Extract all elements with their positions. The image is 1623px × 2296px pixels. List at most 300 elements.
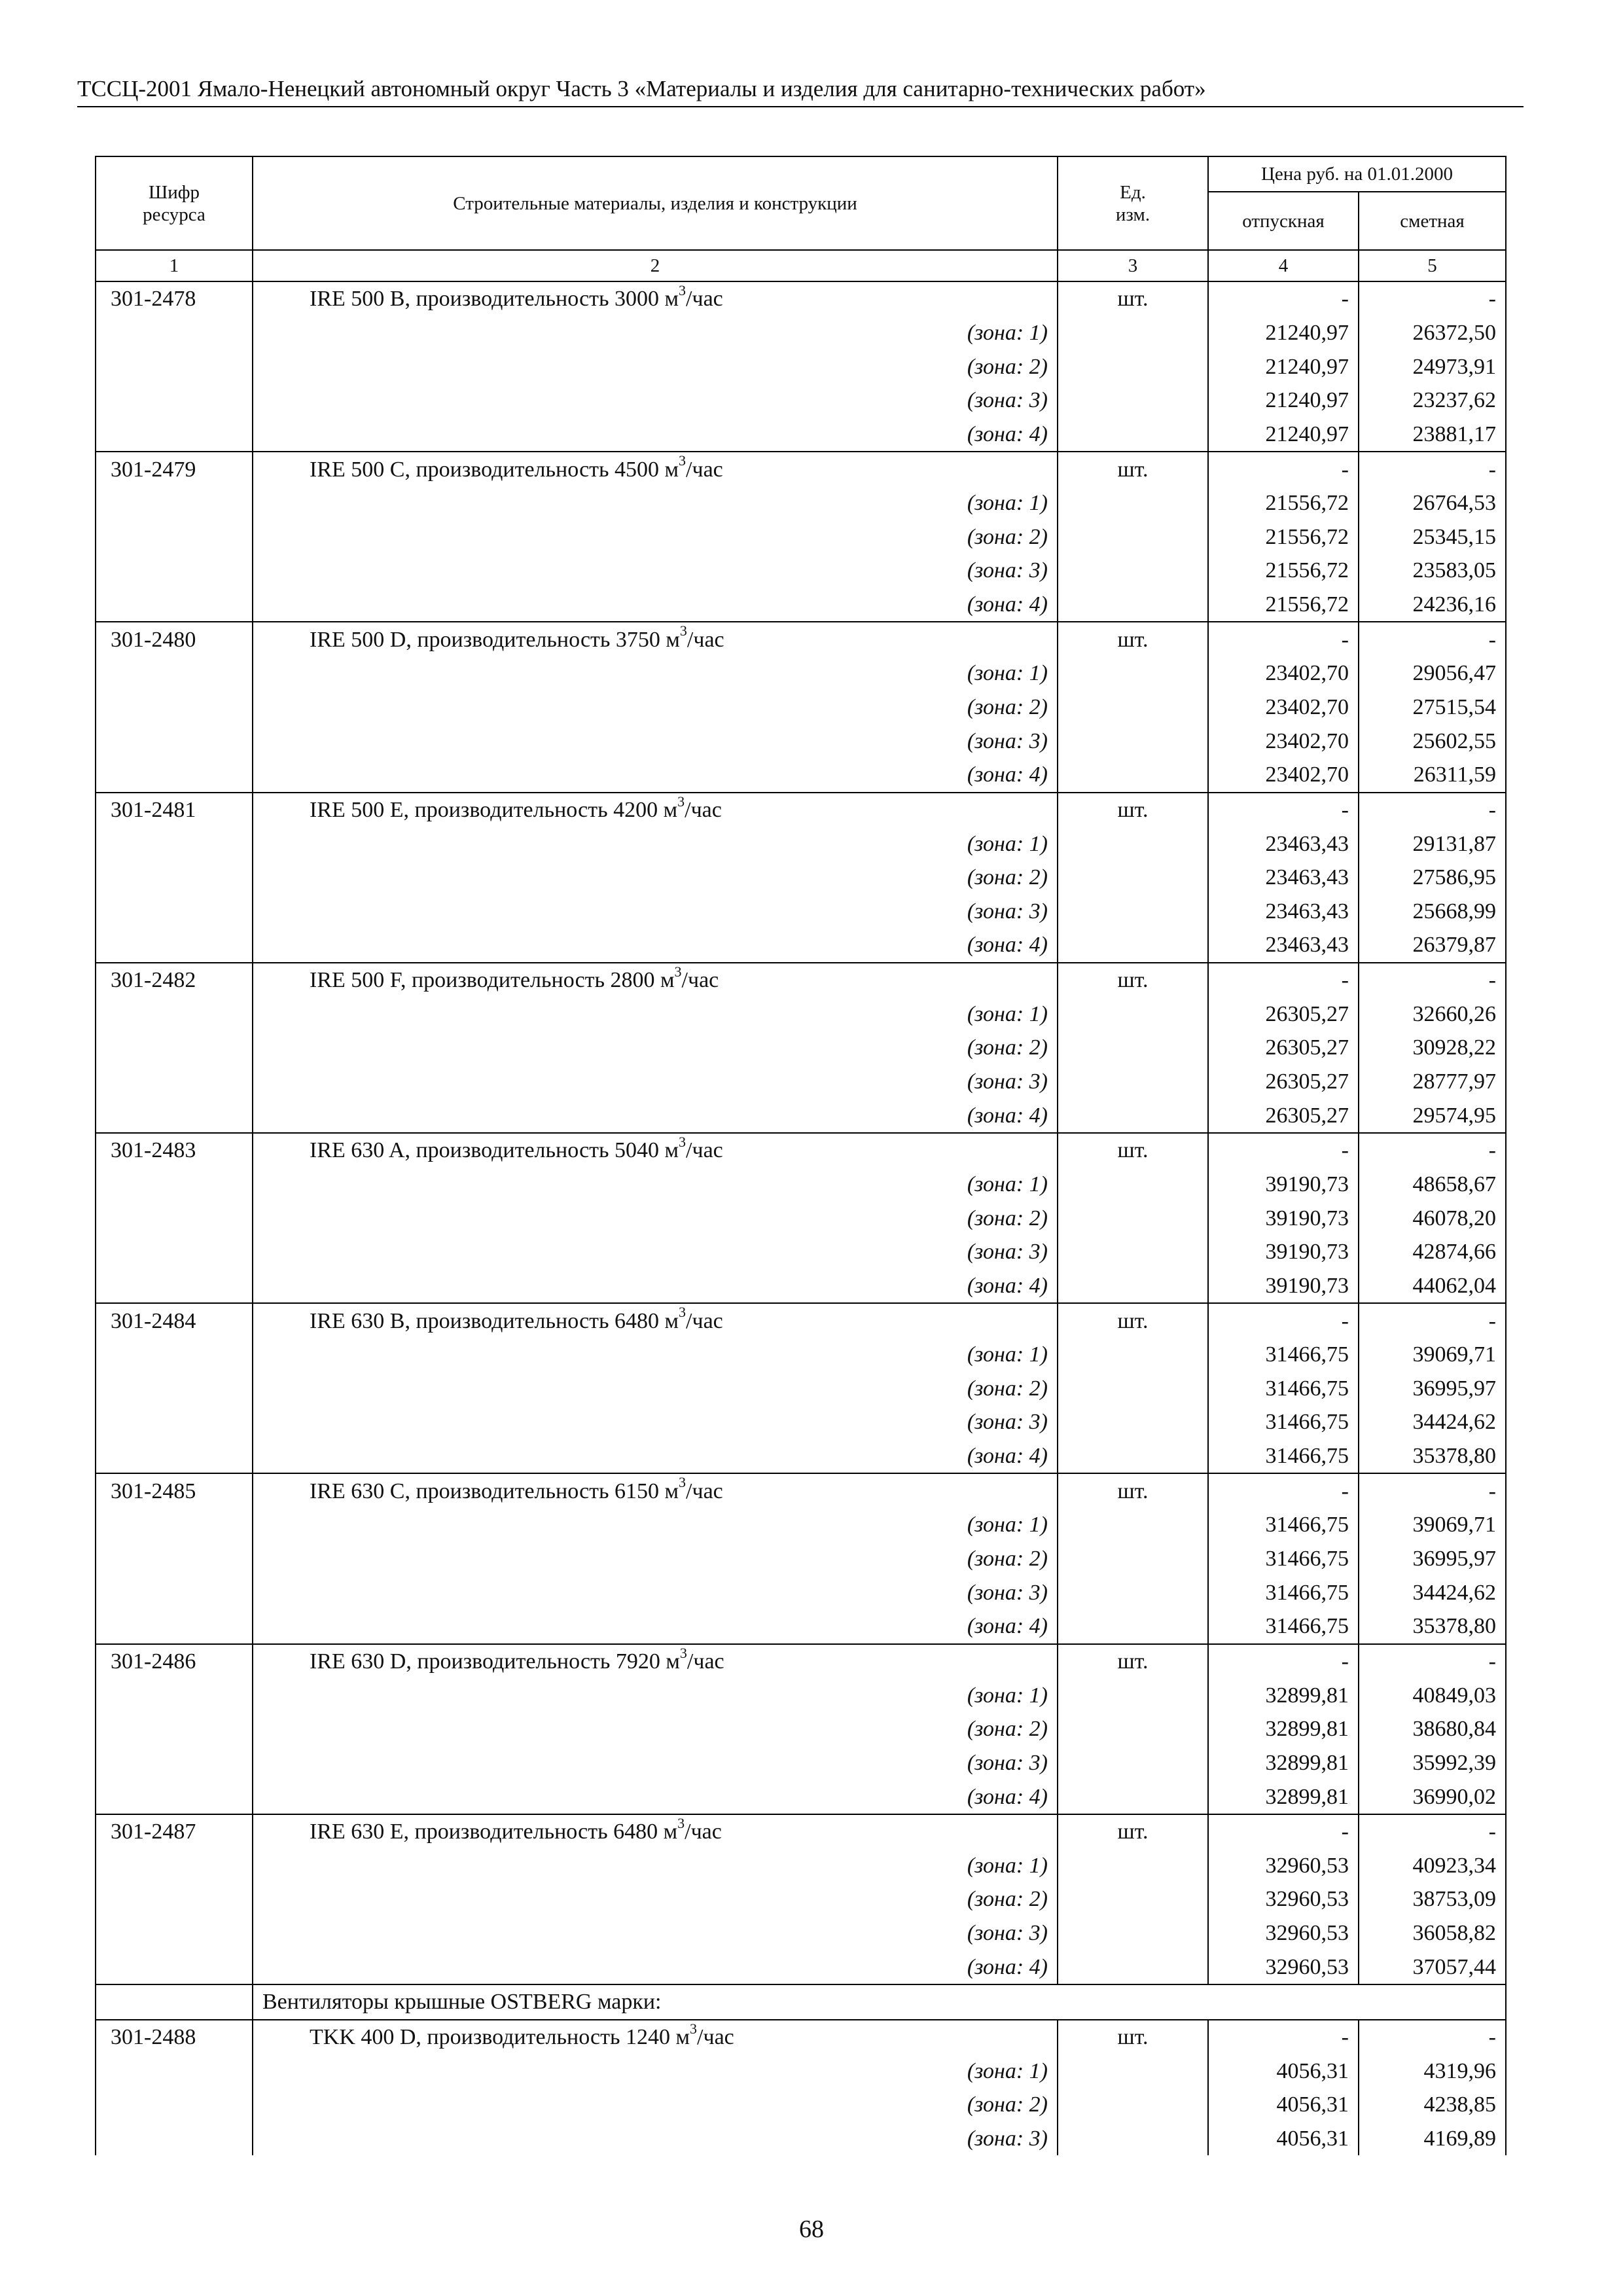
release-price: 32899,81 [1208,1678,1359,1712]
resource-code [96,1439,253,1474]
estimate-price: 4169,89 [1359,2122,1506,2156]
column-number-cell: 3 [1058,250,1208,281]
release-price: 32960,53 [1208,1916,1359,1950]
release-price: 23463,43 [1208,827,1359,861]
release-price: 21240,97 [1208,316,1359,350]
estimate-price: 37057,44 [1359,1950,1506,1984]
resource-code [96,1201,253,1235]
resource-code [96,928,253,963]
unit-cell: шт. [1058,1303,1208,1338]
zone-label: (зона: 2) [253,2088,1058,2122]
zone-label: (зона: 1) [253,656,1058,691]
estimate-price: 23881,17 [1359,418,1506,452]
zone-label: (зона: 4) [253,758,1058,793]
table-row-zone [96,1848,1506,1882]
unit-exponent: 3 [679,1134,687,1150]
table-row-group [96,1984,1506,2020]
zone-label: (зона: 3) [253,724,1058,758]
unit-cell [1058,1950,1208,1984]
table-body [96,281,1506,2155]
unit-cell: шт. [1058,622,1208,656]
estimate-price: 35992,39 [1359,1746,1506,1780]
unit-cell [1058,724,1208,758]
release-price: 4056,31 [1208,2088,1359,2122]
estimate-price: 4238,85 [1359,2088,1506,2122]
resource-code [96,1678,253,1712]
zone-label: (зона: 2) [253,350,1058,384]
resource-code [96,1882,253,1916]
material-name-suffix: /час [686,1138,723,1163]
material-name-text: IRE 630 D, производительность 7920 м [310,1649,680,1674]
release-price: 23402,70 [1208,656,1359,691]
release-price: 4056,31 [1208,2122,1359,2156]
resource-code [96,724,253,758]
release-price: 39190,73 [1208,1235,1359,1269]
zone-label: (зона: 1) [253,2054,1058,2088]
unit-cell: шт. [1058,1473,1208,1508]
release-price: - [1208,963,1359,997]
table-row-zone [96,861,1506,895]
material-name [253,1133,1058,1168]
zone-label: (зона: 3) [253,1916,1058,1950]
resource-code [96,997,253,1031]
resource-code [96,1405,253,1439]
column-header-unit: Ед. изм. [1058,156,1208,250]
unit-cell: шт. [1058,1644,1208,1679]
material-name [253,1814,1058,1849]
column-header-estimate-price: сметная [1359,192,1506,250]
release-price: 23402,70 [1208,724,1359,758]
price-table [95,156,1507,2155]
zone-label: (зона: 1) [253,316,1058,350]
material-name [253,1303,1058,1338]
zone-label: (зона: 1) [253,827,1058,861]
zone-label: (зона: 2) [253,861,1058,895]
table-row-item [96,452,1506,486]
estimate-price: 29056,47 [1359,656,1506,691]
resource-code [96,1065,253,1099]
release-price: 23463,43 [1208,928,1359,963]
unit-cell [1058,2054,1208,2088]
estimate-price: 46078,20 [1359,1201,1506,1235]
zone-label: (зона: 3) [253,1065,1058,1099]
estimate-price: 24236,16 [1359,588,1506,622]
table-row-item [96,1303,1506,1338]
unit-cell [1058,1678,1208,1712]
unit-exponent: 3 [677,1814,685,1831]
zone-label: (зона: 2) [253,1712,1058,1746]
estimate-price: 26379,87 [1359,928,1506,963]
column-number-cell: 1 [96,250,253,281]
resource-code [96,1916,253,1950]
release-price: 23402,70 [1208,758,1359,793]
material-name [253,1644,1058,1679]
release-price: 23463,43 [1208,861,1359,895]
release-price: - [1208,1303,1359,1338]
resource-code [96,1712,253,1746]
resource-code [96,1746,253,1780]
table-row-zone [96,2122,1506,2156]
release-price: 21556,72 [1208,520,1359,554]
estimate-price: 26311,59 [1359,758,1506,793]
table-row-zone [96,316,1506,350]
resource-code [96,1235,253,1269]
table-row-item [96,1644,1506,1679]
release-price: 23402,70 [1208,691,1359,725]
estimate-price: 26764,53 [1359,486,1506,520]
material-name-text: TKK 400 D, производительность 1240 м [310,2024,690,2049]
material-name-suffix: /час [685,1820,722,1844]
estimate-price: 25345,15 [1359,520,1506,554]
zone-label: (зона: 1) [253,1508,1058,1542]
release-price: 39190,73 [1208,1269,1359,1304]
release-price: 21240,97 [1208,350,1359,384]
zone-label: (зона: 4) [253,1269,1058,1304]
zone-label: (зона: 1) [253,1848,1058,1882]
estimate-price: 34424,62 [1359,1575,1506,1609]
resource-code [96,350,253,384]
zone-label: (зона: 3) [253,554,1058,588]
table-row-zone [96,1065,1506,1099]
unit-cell: шт. [1058,1133,1208,1168]
resource-code: 301-2483 [96,1133,253,1168]
table-row-zone [96,1609,1506,1644]
unit-exponent: 3 [677,793,685,810]
table-row-zone [96,418,1506,452]
release-price: 32899,81 [1208,1780,1359,1814]
material-name [253,452,1058,486]
table-row-zone [96,1508,1506,1542]
release-price: 32960,53 [1208,1950,1359,1984]
unit-cell [1058,1235,1208,1269]
estimate-price: 40849,03 [1359,1678,1506,1712]
estimate-price: 4319,96 [1359,2054,1506,2088]
resource-code [96,384,253,418]
table-row-zone [96,691,1506,725]
zone-label: (зона: 4) [253,1609,1058,1644]
zone-label: (зона: 4) [253,1780,1058,1814]
unit-cell [1058,1882,1208,1916]
column-number-cell: 2 [253,250,1058,281]
table-row-item [96,2020,1506,2054]
estimate-price: 23583,05 [1359,554,1506,588]
unit-cell [1058,758,1208,793]
resource-code: 301-2478 [96,281,253,316]
estimate-price: 36995,97 [1359,1542,1506,1576]
document-header: ТССЦ-2001 Ямало-Ненецкий автономный округ Часть 3 «Материалы и изделия для санитарно-технических работ» [77,73,1524,107]
unit-cell [1058,350,1208,384]
unit-cell [1058,1269,1208,1304]
estimate-price: - [1359,281,1506,316]
estimate-price: 32660,26 [1359,997,1506,1031]
resource-code [96,827,253,861]
table-row-item [96,1473,1506,1508]
table-row-zone [96,1439,1506,1474]
zone-label: (зона: 4) [253,1439,1058,1474]
unit-cell [1058,384,1208,418]
release-price: - [1208,2020,1359,2054]
resource-code [96,2088,253,2122]
material-name [253,1473,1058,1508]
unit-cell: шт. [1058,793,1208,827]
unit-cell [1058,928,1208,963]
unit-exponent: 3 [679,1474,687,1491]
release-price: 31466,75 [1208,1542,1359,1576]
material-name-text: IRE 500 E, производительность 4200 м [310,797,678,822]
zone-label: (зона: 4) [253,928,1058,963]
resource-code [96,1338,253,1372]
zone-label: (зона: 2) [253,691,1058,725]
zone-label: (зона: 1) [253,997,1058,1031]
material-name-suffix: /час [686,1308,723,1333]
estimate-price: 38680,84 [1359,1712,1506,1746]
table-row-zone [96,656,1506,691]
resource-code [96,554,253,588]
table-row-zone [96,588,1506,622]
resource-code [96,1508,253,1542]
resource-code [96,1848,253,1882]
table-row-zone [96,1405,1506,1439]
estimate-price: - [1359,793,1506,827]
table-row-zone [96,1950,1506,1984]
resource-code [96,1950,253,1984]
table-row-item [96,1133,1506,1168]
table-row-zone [96,2054,1506,2088]
zone-label: (зона: 1) [253,486,1058,520]
table-row-item [96,793,1506,827]
resource-code [96,861,253,895]
estimate-price: 36058,82 [1359,1916,1506,1950]
table-row-zone [96,1098,1506,1133]
unit-cell [1058,1575,1208,1609]
unit-cell: шт. [1058,452,1208,486]
table-row-zone [96,724,1506,758]
release-price: 32960,53 [1208,1848,1359,1882]
resource-code: 301-2480 [96,622,253,656]
table-row-zone [96,1168,1506,1202]
release-price: - [1208,622,1359,656]
table-row-zone [96,1780,1506,1814]
release-price: 26305,27 [1208,1098,1359,1133]
unit-cell [1058,2088,1208,2122]
release-price: 31466,75 [1208,1338,1359,1372]
unit-exponent: 3 [690,2020,698,2037]
unit-cell [1058,861,1208,895]
zone-label: (зона: 2) [253,1201,1058,1235]
zone-label: (зона: 1) [253,1338,1058,1372]
estimate-price: 40923,34 [1359,1848,1506,1882]
unit-cell [1058,1848,1208,1882]
release-price: 21240,97 [1208,384,1359,418]
unit-cell: шт. [1058,1814,1208,1849]
resource-code [96,316,253,350]
material-name [253,622,1058,656]
zone-label: (зона: 3) [253,1235,1058,1269]
resource-code [96,418,253,452]
resource-code: 301-2481 [96,793,253,827]
release-price: - [1208,793,1359,827]
zone-label: (зона: 1) [253,1168,1058,1202]
estimate-price: 25602,55 [1359,724,1506,758]
material-name-text: IRE 630 A, производительность 5040 м [310,1138,679,1163]
table-row-zone [96,1201,1506,1235]
resource-code: 301-2485 [96,1473,253,1508]
estimate-price: 26372,50 [1359,316,1506,350]
resource-code [96,691,253,725]
unit-cell [1058,486,1208,520]
unit-cell [1058,691,1208,725]
release-price: 39190,73 [1208,1201,1359,1235]
column-number-cell: 5 [1359,250,1506,281]
table-row-zone [96,1712,1506,1746]
material-name-suffix: /час [686,457,723,482]
table-row-zone [96,486,1506,520]
unit-exponent: 3 [679,281,687,298]
estimate-price: - [1359,622,1506,656]
column-number-cell: 4 [1208,250,1359,281]
unit-cell [1058,1542,1208,1576]
release-price: - [1208,1644,1359,1679]
release-price: 21556,72 [1208,486,1359,520]
release-price: 31466,75 [1208,1439,1359,1474]
resource-code [96,895,253,929]
column-header-release-price: отпускная [1208,192,1359,250]
resource-code [96,1372,253,1406]
resource-code: 301-2484 [96,1303,253,1338]
table-row-zone [96,1882,1506,1916]
table-row-zone [96,1338,1506,1372]
unit-cell [1058,1031,1208,1065]
estimate-price: 25668,99 [1359,895,1506,929]
material-name-text: IRE 500 F, производительность 2800 м [310,968,675,993]
zone-label: (зона: 2) [253,1882,1058,1916]
unit-exponent: 3 [679,622,687,639]
table-row-zone [96,1678,1506,1712]
release-price: - [1208,1814,1359,1849]
material-name-suffix: /час [697,2024,734,2049]
zone-label: (зона: 3) [253,1405,1058,1439]
unit-cell [1058,1098,1208,1133]
estimate-price: - [1359,2020,1506,2054]
zone-label: (зона: 2) [253,1542,1058,1576]
estimate-price: 35378,80 [1359,1439,1506,1474]
estimate-price: 42874,66 [1359,1235,1506,1269]
unit-cell [1058,1746,1208,1780]
unit-exponent: 3 [679,1644,687,1661]
table-row-zone [96,1372,1506,1406]
resource-code [96,1609,253,1644]
table-row-zone [96,1746,1506,1780]
release-price: 4056,31 [1208,2054,1359,2088]
release-price: 31466,75 [1208,1405,1359,1439]
unit-cell: шт. [1058,963,1208,997]
unit-cell: шт. [1058,2020,1208,2054]
table-row-zone [96,758,1506,793]
unit-cell [1058,1712,1208,1746]
unit-cell [1058,895,1208,929]
unit-cell [1058,554,1208,588]
material-name-suffix: /час [685,797,722,822]
unit-cell [1058,1405,1208,1439]
unit-cell [1058,1168,1208,1202]
column-header-name: Строительные материалы, изделия и конструкции [253,156,1058,250]
release-price: 21240,97 [1208,418,1359,452]
release-price: 31466,75 [1208,1372,1359,1406]
table-row-item [96,1814,1506,1849]
release-price: 31466,75 [1208,1508,1359,1542]
table-row-zone [96,520,1506,554]
table-row-item [96,281,1506,316]
release-price: 21556,72 [1208,588,1359,622]
unit-cell [1058,997,1208,1031]
resource-code [96,1780,253,1814]
resource-code [96,1098,253,1133]
estimate-price: 23237,62 [1359,384,1506,418]
estimate-price: - [1359,452,1506,486]
unit-cell [1058,1609,1208,1644]
unit-cell [1058,418,1208,452]
resource-code [96,1168,253,1202]
estimate-price: 34424,62 [1359,1405,1506,1439]
estimate-price: - [1359,1644,1506,1679]
release-price: 31466,75 [1208,1609,1359,1644]
resource-code [96,1542,253,1576]
table-row-zone [96,928,1506,963]
zone-label: (зона: 3) [253,1575,1058,1609]
unit-cell: шт. [1058,281,1208,316]
release-price: 26305,27 [1208,1031,1359,1065]
table-row-zone [96,997,1506,1031]
material-name-text: IRE 500 D, производительность 3750 м [310,627,680,652]
estimate-price: 39069,71 [1359,1338,1506,1372]
material-name-suffix: /час [687,1649,724,1674]
zone-label: (зона: 4) [253,1950,1058,1984]
release-price: 21556,72 [1208,554,1359,588]
resource-code: 301-2486 [96,1644,253,1679]
estimate-price: 30928,22 [1359,1031,1506,1065]
estimate-price: 35378,80 [1359,1609,1506,1644]
zone-label: (зона: 3) [253,2122,1058,2156]
unit-cell [1058,827,1208,861]
estimate-price: 28777,97 [1359,1065,1506,1099]
estimate-price: - [1359,1473,1506,1508]
table-row-zone [96,895,1506,929]
resource-code [96,588,253,622]
release-price: - [1208,1473,1359,1508]
zone-label: (зона: 4) [253,588,1058,622]
material-name [253,2020,1058,2054]
resource-code: 301-2487 [96,1814,253,1849]
resource-code: 301-2479 [96,452,253,486]
release-price: 26305,27 [1208,997,1359,1031]
unit-cell [1058,1508,1208,1542]
unit-cell [1058,656,1208,691]
table-row-zone [96,1031,1506,1065]
estimate-price: 48658,67 [1359,1168,1506,1202]
release-price: 32899,81 [1208,1746,1359,1780]
release-price: - [1208,452,1359,486]
unit-cell [1058,1439,1208,1474]
unit-cell [1058,520,1208,554]
resource-code [96,758,253,793]
estimate-price: - [1359,1814,1506,1849]
unit-cell [1058,1780,1208,1814]
table-row-zone [96,384,1506,418]
material-name-suffix: /час [687,627,724,652]
resource-code [96,1984,253,2020]
group-title: Вентиляторы крышные OSTBERG марки: [253,1984,1506,2020]
estimate-price: - [1359,1133,1506,1168]
